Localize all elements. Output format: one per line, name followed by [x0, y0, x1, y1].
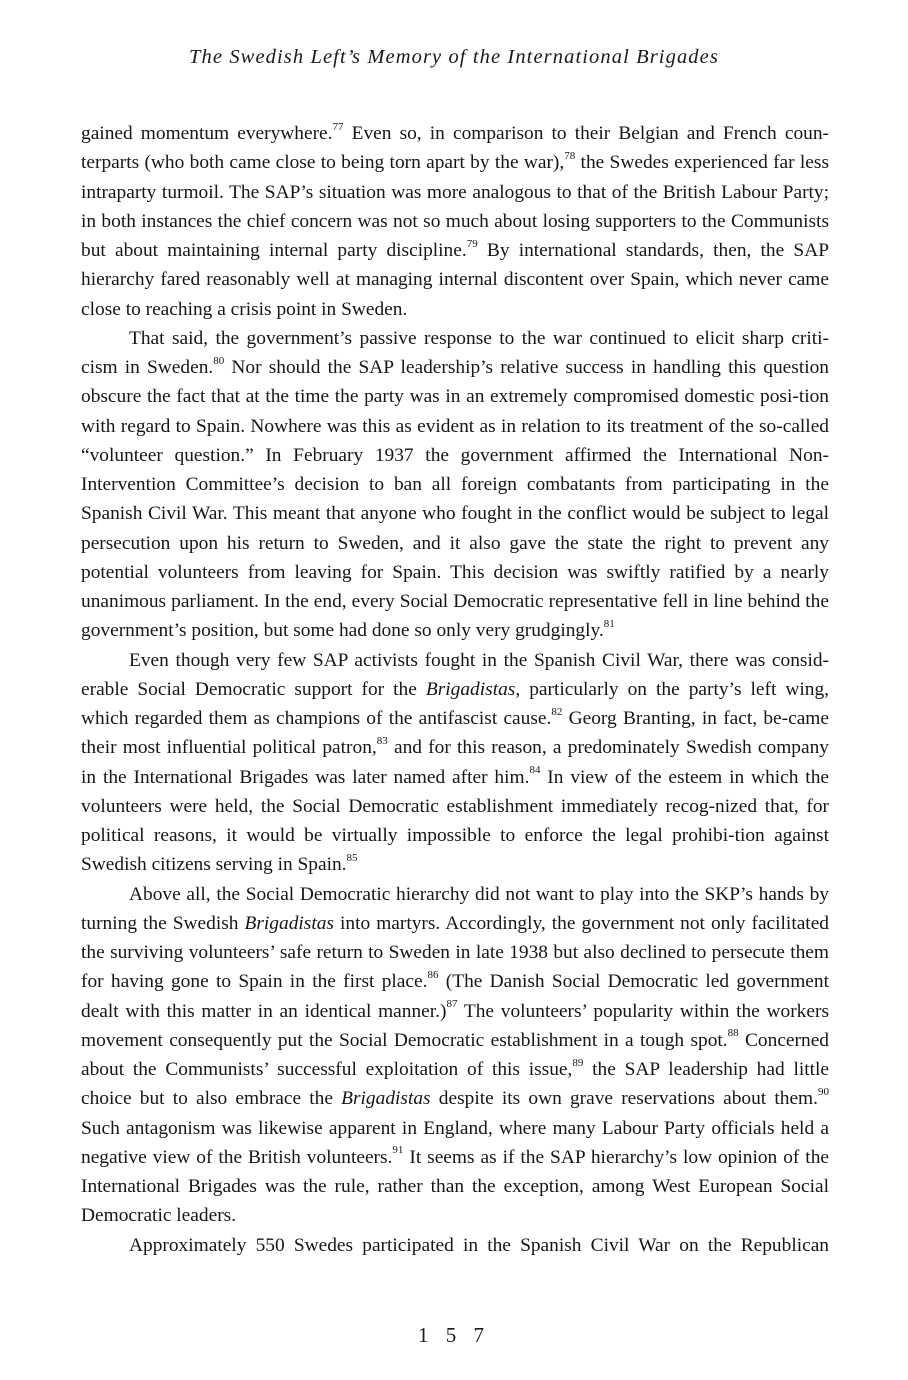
text-run: The volunteers’ popularity within the workers movement consequently put the Social Democratic establishment in a tough spot.	[81, 1000, 829, 1051]
footnote-marker: 85	[346, 851, 358, 864]
paragraph	[81, 324, 829, 646]
footnote-marker: 84	[529, 764, 541, 777]
paragraph	[81, 880, 829, 1231]
footnote-marker: 81	[603, 617, 615, 630]
text-run: Approximately 550 Swedes participated in the Spanish Civil War on the Republican	[129, 1234, 829, 1256]
italic-term: Brigadistas	[425, 678, 516, 700]
footnote-marker: 88	[727, 1027, 739, 1040]
text-run: the Swedes experienced far less intraparty turmoil. The SAP’s situation was more analogous to that of the British Labour Party; in both instances the chief concern was not so much about losing supporters to the Communists but about maintaining internal party discipline.	[81, 152, 830, 261]
footnote-marker: 90	[817, 1085, 829, 1098]
text-run: In view of the esteem in which the volunteers were held, the Social Democratic establishment immediately recog-nized that, for political reasons, it would be virtually impossible to enforce the legal prohibi-tion against Swedish citizens serving in Spain.	[81, 766, 829, 876]
footnote-marker: 80	[213, 354, 225, 367]
text-run: Concerned about the Communists’ successful exploitation of this issue,	[81, 1029, 829, 1080]
text-run: despite its own grave reservations about them.	[430, 1088, 818, 1110]
text-run: Even though very few SAP activists fought in the Spanish Civil War, there was consid-erable Social Democratic support for the	[81, 649, 829, 700]
text-run: (The Danish Social Democratic led government dealt with this matter in an identical manner.)	[81, 971, 829, 1022]
page-number: 1 5 7	[418, 1323, 490, 1347]
running-head: The Swedish Left’s Memory of the International Brigades	[189, 46, 719, 68]
text-run: Such antagonism was likewise apparent in England, where many Labour Party officials held a negative view of the British volunteers.	[81, 1117, 829, 1168]
paragraph	[81, 646, 829, 880]
footnote-marker: 79	[466, 237, 478, 250]
text-run: the SAP leadership had little choice but to also embrace the	[81, 1059, 829, 1110]
text-run: Nor should the SAP leadership’s relative success in handling this question obscure the fact that at the time the party was in an extremely compromised domestic posi-tion with regard to Spain. Nowhere was this as evident as in relation to its treatment of the so-called “volunteer question.” In February 1937 the government affirmed the International Non-Intervention Committee’s decision to ban all foreign combatants from participating in the Spanish Civil War. This meant that anyone who fought in the conflict would be subject to legal persecution upon his return to Sweden, and it also gave the state the right to prevent any potential volunteers from leaving for Spain. This decision was swiftly ratified by a nearly unanimous parliament. In the end, every Social Democratic representative fell in line behind the government’s position, but some had done so only very grudgingly.	[81, 357, 829, 642]
footnote-marker: 83	[376, 734, 388, 747]
text-run: into martyrs. Accordingly, the government not only facilitated the surviving volunteers’ safe return to Sweden in late 1938 but also declined to persecute them for having gone to Spain in the first place.	[81, 912, 829, 993]
footnote-marker: 86	[427, 968, 439, 981]
footnote-marker: 87	[446, 998, 458, 1011]
italic-term: Brigadistas	[341, 1088, 431, 1110]
italic-term: Brigadistas	[244, 912, 334, 934]
text-run: Georg Branting, in fact, be-came their most influential political patron,	[81, 708, 829, 759]
text-run: By international standards, then, the SAP hierarchy fared reasonably well at managing internal discontent over Spain, which never came close to reaching a crisis point in Sweden.	[81, 240, 829, 320]
text-run: That said, the government’s passive response to the war continued to elicit sharp criti-cism in Sweden.	[81, 327, 829, 378]
text-run: Even so, in comparison to their Belgian and French coun-terparts (who both came close to being torn apart by the war),	[81, 123, 829, 174]
footnote-marker: 89	[572, 1056, 584, 1069]
paragraph	[81, 119, 829, 324]
footnote-marker: 77	[332, 120, 344, 133]
text-run: It seems as if the SAP hierarchy’s low opinion of the International Brigades was the rule, rather than the exception, among West European Social Democratic leaders.	[81, 1146, 829, 1227]
text-run: Above all, the Social Democratic hierarchy did not want to play into the SKP’s hands by turning the Swedish	[81, 883, 829, 934]
text-run: gained momentum everywhere.	[81, 123, 333, 144]
footnote-marker: 91	[392, 1144, 404, 1157]
body-text	[81, 119, 829, 1260]
text-run: and for this reason, a predominately Swedish company in the International Brigades was later named after him.	[81, 737, 829, 788]
footnote-marker: 78	[564, 149, 576, 162]
text-run: , particularly on the party’s left wing, which regarded them as champions of the antifascist cause.	[81, 678, 830, 729]
footnote-marker: 82	[551, 705, 563, 718]
paragraph	[81, 1231, 829, 1260]
